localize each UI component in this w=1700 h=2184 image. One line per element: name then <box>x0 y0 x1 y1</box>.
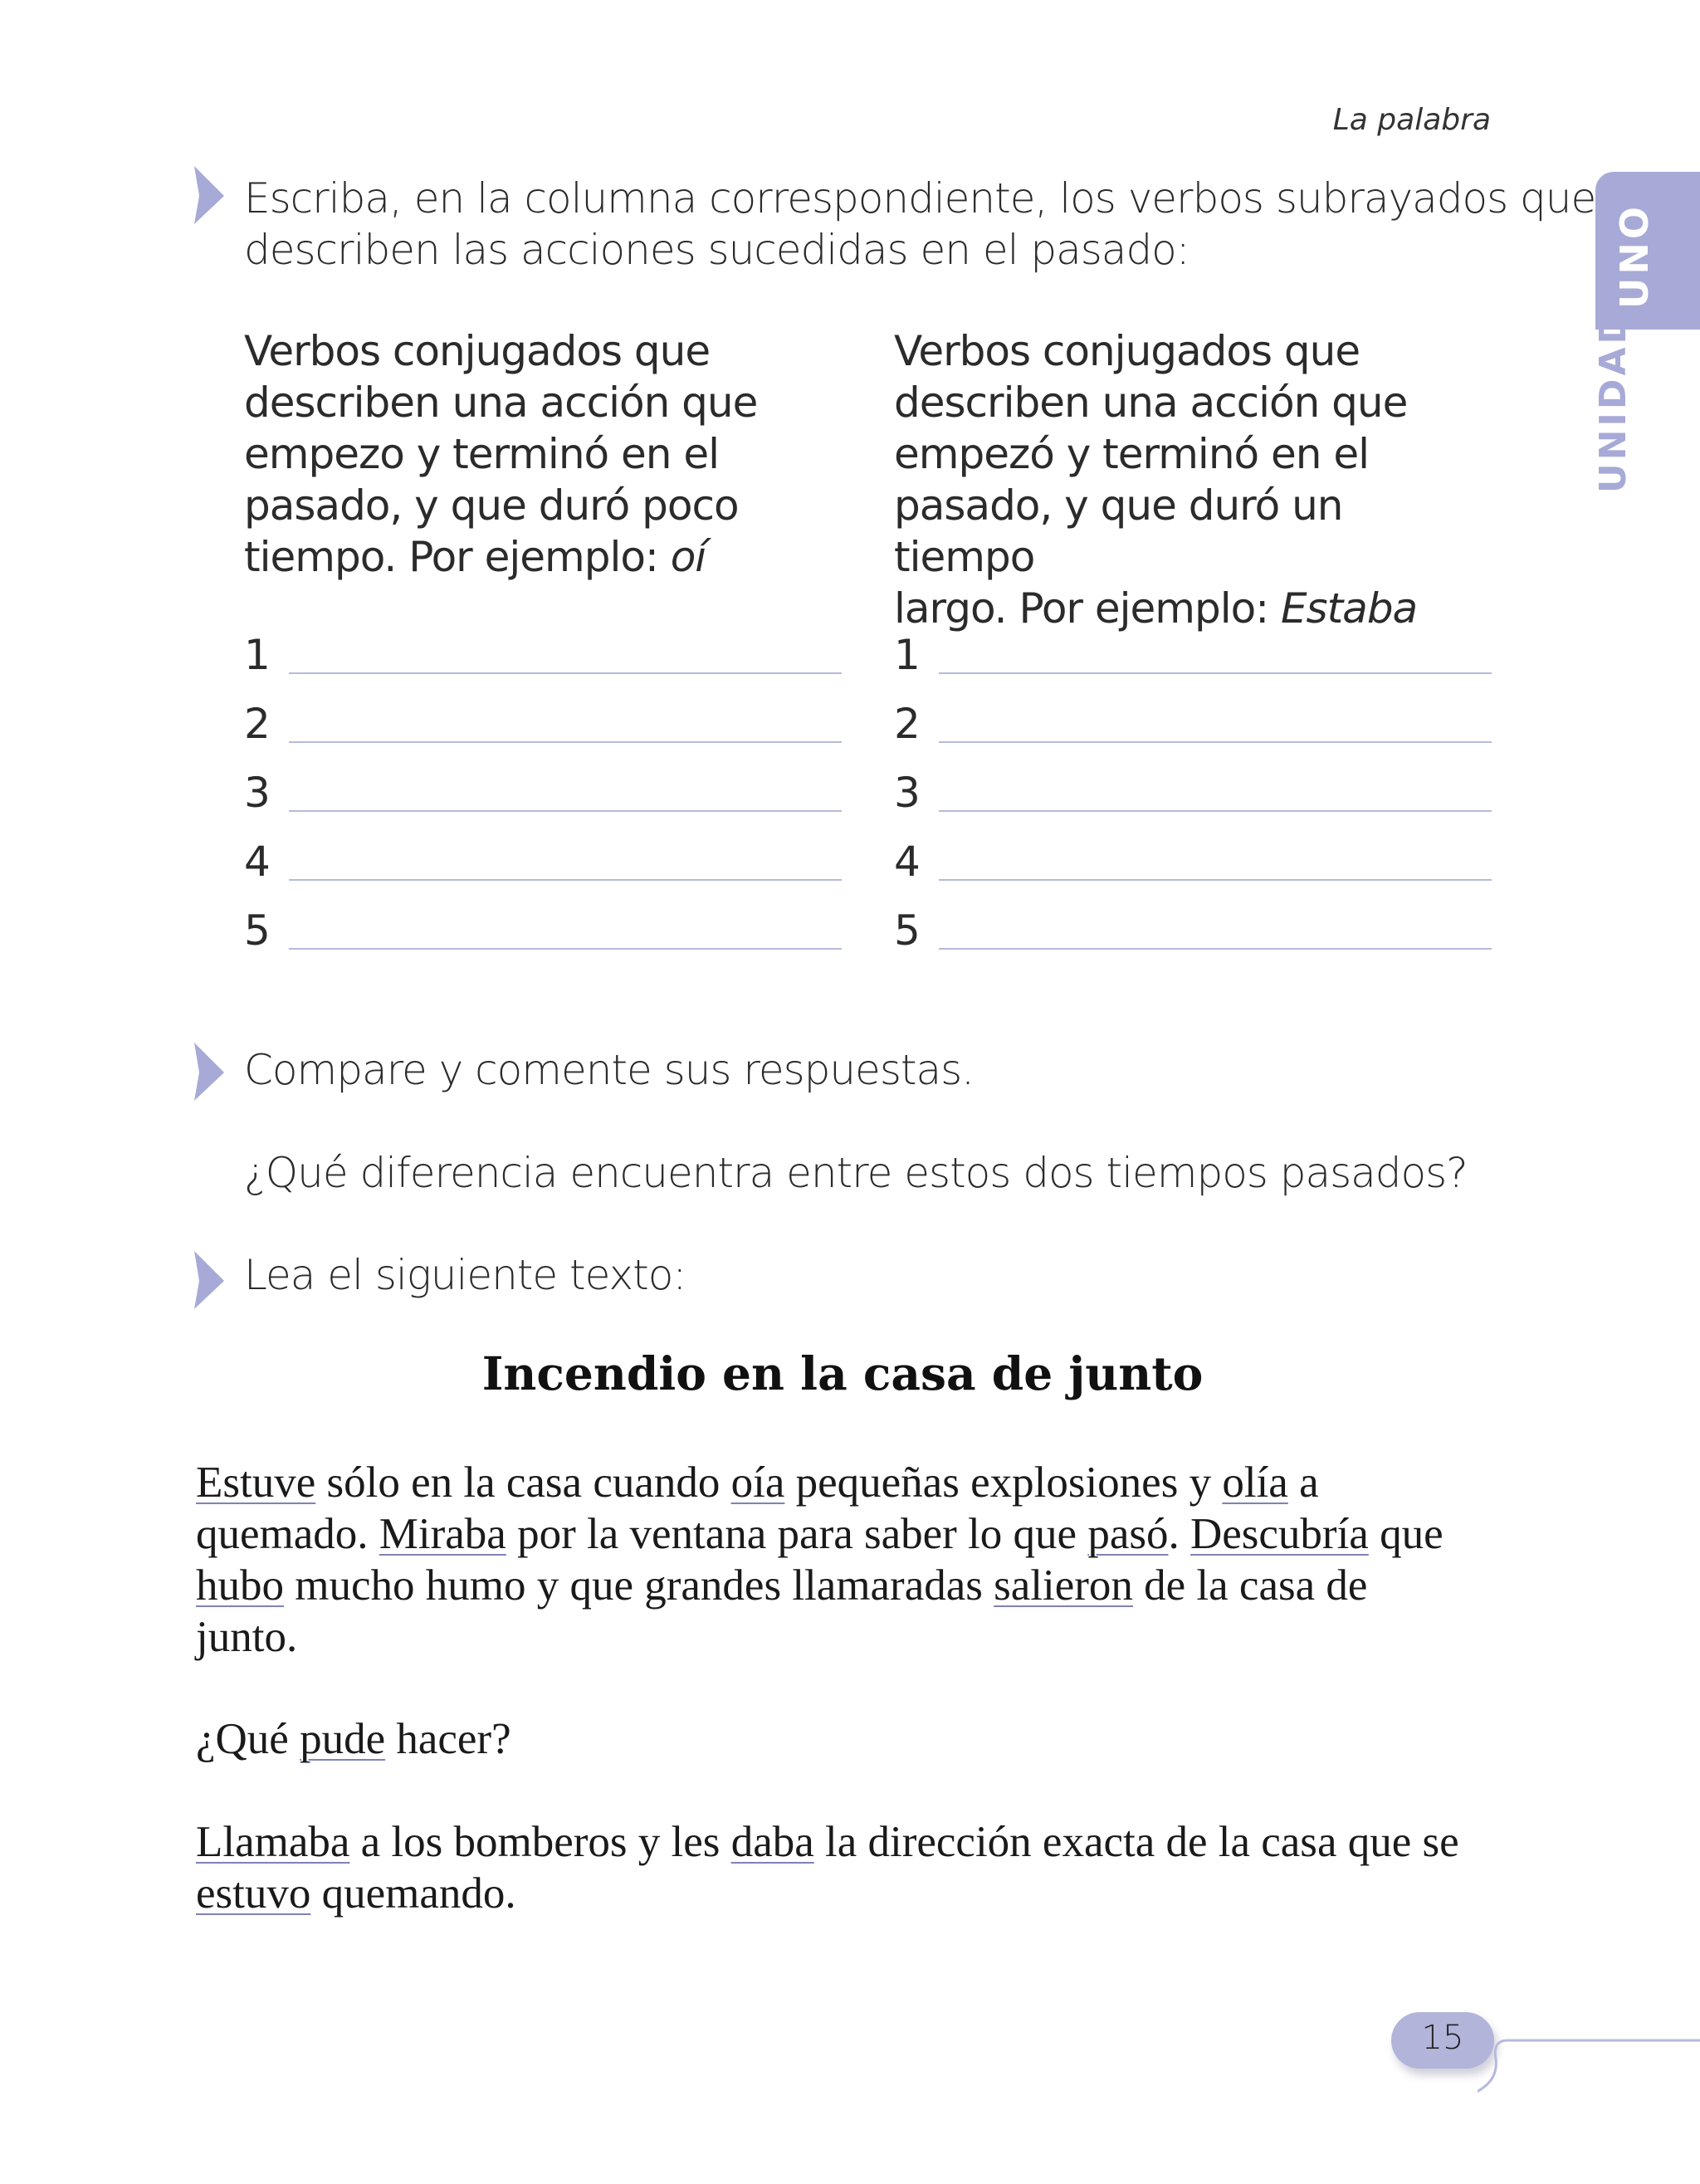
instruction-line: describen las acciones sucedidas en el pasado: <box>244 226 1190 274</box>
answer-number: 3 <box>894 769 921 817</box>
reading-text: sólo en la casa cuando <box>315 1458 731 1507</box>
reading-line <box>196 1457 1491 1508</box>
right-example-prefix: largo. Por ejemplo: <box>894 584 1281 633</box>
answer-number: 4 <box>244 838 271 886</box>
reading-line <box>196 1713 1491 1765</box>
right-heading-line: describen una acción que <box>894 379 1408 427</box>
question-text: ¿Qué diferencia encuentra entre estos dos tiempos pasados? <box>244 1149 1468 1197</box>
instruction-arrow-icon <box>191 163 227 227</box>
left-heading-line: empezo y terminó en el <box>244 430 719 478</box>
underlined-verb: Llamaba <box>196 1818 350 1866</box>
answer-blank[interactable] <box>289 741 842 743</box>
reading-text: la dirección exacta de la casa que se <box>813 1818 1459 1866</box>
answer-blank[interactable] <box>939 948 1492 950</box>
page-swoosh-decoration <box>1478 2025 1700 2108</box>
answer-number: 3 <box>244 769 271 817</box>
answer-blank[interactable] <box>289 810 842 812</box>
reading-text: junto. <box>196 1613 298 1661</box>
reading-text: quemado. <box>196 1510 379 1558</box>
answer-number: 1 <box>244 631 271 679</box>
reading-line <box>196 1868 1491 1919</box>
answer-number: 2 <box>894 700 921 748</box>
left-heading-line <box>244 531 842 583</box>
right-heading-line: Verbos conjugados que <box>894 327 1360 375</box>
reading-paragraph-3 <box>196 1816 1491 1919</box>
underlined-verb: pude <box>300 1715 386 1763</box>
reading-line <box>196 1560 1491 1611</box>
answer-number: 5 <box>244 906 271 955</box>
instruction-read: Lea el siguiente texto: <box>244 1251 686 1299</box>
reading-text: quemando. <box>310 1869 516 1918</box>
reading-line <box>196 1816 1491 1868</box>
reading-text: ¿Qué <box>196 1715 300 1763</box>
instruction-arrow-icon <box>191 1248 227 1312</box>
right-example-word: Estaba <box>1280 584 1418 633</box>
answer-blank[interactable] <box>939 810 1492 812</box>
underlined-verb: pasó <box>1087 1510 1169 1558</box>
answer-blank[interactable] <box>289 879 842 881</box>
answer-blank[interactable] <box>939 879 1492 881</box>
answer-blank[interactable] <box>289 672 842 674</box>
reading-line <box>196 1611 1491 1663</box>
instruction-classify-verbs <box>244 173 1595 276</box>
left-heading-line: describen una acción que <box>244 379 758 427</box>
underlined-verb: estuvo <box>196 1869 311 1918</box>
reading-text: mucho humo y que grandes llamaradas <box>284 1561 994 1610</box>
unit-word-label: UNIDAD <box>1592 310 1634 493</box>
right-column-heading <box>894 325 1492 634</box>
running-head: La palabra <box>1332 103 1491 137</box>
underlined-verb: oía <box>730 1458 785 1507</box>
left-example-word: oí <box>670 533 706 581</box>
reading-text: a los bomberos y les <box>349 1818 731 1866</box>
reading-line <box>196 1508 1491 1560</box>
underlined-verb: salieron <box>994 1561 1133 1610</box>
instruction-arrow-icon <box>191 1039 227 1104</box>
right-heading-line: pasado, y que duró un tiempo <box>894 481 1343 581</box>
underlined-verb: Miraba <box>379 1510 506 1558</box>
reading-paragraph-1 <box>196 1457 1491 1663</box>
reading-text: . <box>1168 1510 1190 1558</box>
answer-number: 4 <box>894 838 921 886</box>
reading-text: que <box>1368 1510 1444 1558</box>
left-heading-line: pasado, y que duró poco <box>244 481 739 530</box>
reading-text: pequeñas explosiones y <box>784 1458 1223 1507</box>
reading-text: hacer? <box>385 1715 511 1763</box>
unit-number-label: UNO <box>1612 203 1657 309</box>
right-heading-line <box>894 583 1492 634</box>
left-example-prefix: tiempo. Por ejemplo: <box>244 533 671 581</box>
instruction-compare: Compare y comente sus respuestas. <box>244 1046 975 1094</box>
answer-number: 2 <box>244 700 271 748</box>
page-number: 15 <box>1421 2019 1464 2057</box>
reading-text: por la ventana para saber lo que <box>506 1510 1088 1558</box>
answer-number: 5 <box>894 906 921 955</box>
underlined-verb: hubo <box>196 1561 284 1610</box>
answer-blank[interactable] <box>289 948 842 950</box>
reading-paragraph-2 <box>196 1713 1491 1765</box>
answer-number: 1 <box>894 631 921 679</box>
answer-blank[interactable] <box>939 672 1492 674</box>
instruction-line: Escriba, en la columna correspondiente, los verbos subrayados que <box>244 174 1596 222</box>
left-column-heading <box>244 325 842 583</box>
underlined-verb: olía <box>1222 1458 1288 1507</box>
underlined-verb: daba <box>730 1818 814 1866</box>
reading-title: Incendio en la casa de junto <box>481 1346 1204 1400</box>
underlined-verb: Descubría <box>1190 1510 1369 1558</box>
right-heading-line: empezó y terminó en el <box>894 430 1369 478</box>
answer-blank[interactable] <box>939 741 1492 743</box>
reading-text: a <box>1287 1458 1319 1507</box>
underlined-verb: Estuve <box>196 1458 316 1507</box>
reading-text: de la casa de <box>1132 1561 1368 1610</box>
left-heading-line: Verbos conjugados que <box>244 327 711 375</box>
